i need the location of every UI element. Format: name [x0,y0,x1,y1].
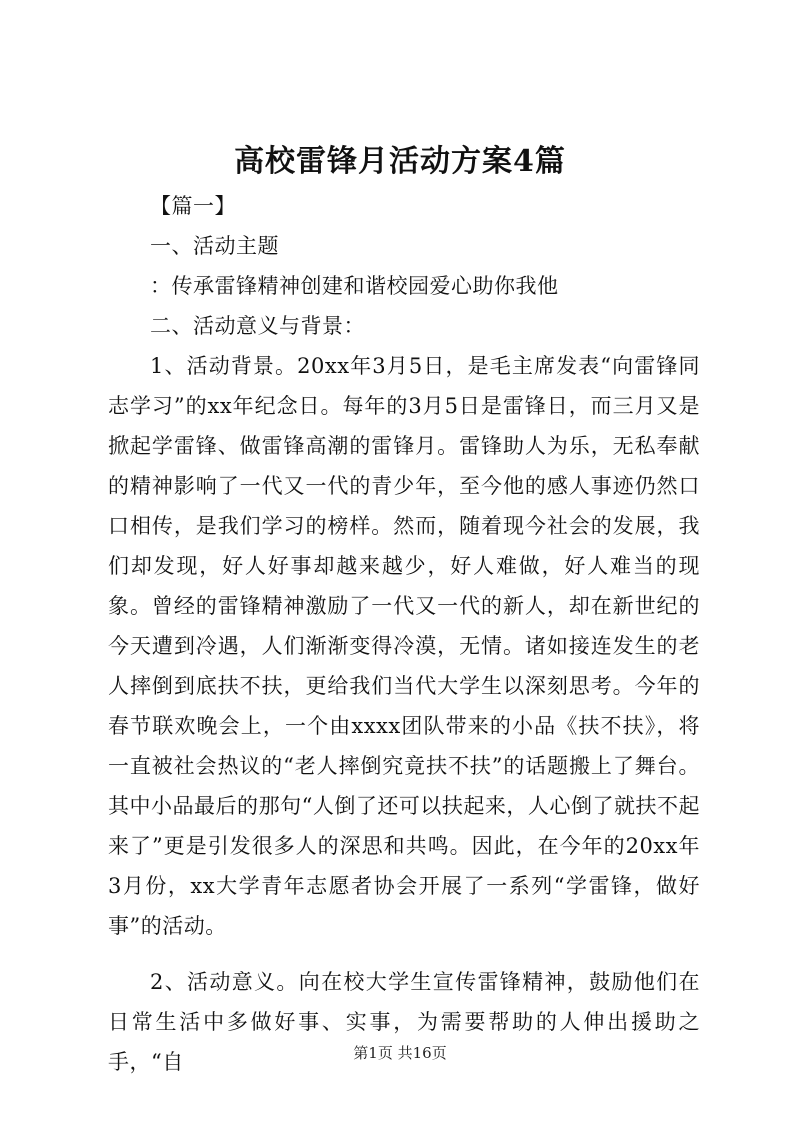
document-body [108,186,700,1082]
heading-activity-theme: 一、活动主题 [150,234,279,258]
section-label: 【篇一】 [150,194,236,218]
paragraph-background: 1、活动背景。20xx年3月5日，是毛主席发表“向雷锋同志学习”的xx年纪念日。每年的3月5日是雷锋日，而三月又是掀起学雷锋、做雷锋高潮的雷锋月。雷锋助人为乐，无私奉献的精神影响了一代又一代的青少年，至今他的感人事迹仍然口口相传，是我们学习的榜样。然而，随着现今社会的发展，我们却发现，好人好事却越来越少，好人难做，好人难当的现象。曾经的雷锋精神激励了一代又一代的新人，却在新世纪的今天遭到冷遇，人们渐渐变得冷漠，无情。诸如接连发生的老人摔倒到底扶不扶，更给我们当代大学生以深刻思考。今年的春节联欢晚会上，一个由xxxx团队带来的小品《扶不扶》，将一直被社会热议的“老人摔倒究竟扶不扶”的话题搬上了舞台。其中小品最后的那句“人倒了还可以扶起来，人心倒了就扶不起来了”更是引发很多人的深思和共鸣。因此，在今年的20xx年3月份，xx大学青年志愿者协会开展了一系列“学雷锋，做好事”的活动。 [108,354,700,938]
page-indicator: 第1页 共16页 [353,1044,447,1062]
document-title: 高校雷锋月活动方案4篇 [234,144,566,179]
theme-text: ：传承雷锋精神创建和谐校园爱心助你我他 [150,274,559,298]
heading-significance-background: 二、活动意义与背景： [150,314,365,338]
paragraph-significance: 2、活动意义。向在校大学生宣传雷锋精神，鼓励他们在日常生活中多做好事、实事，为需要帮助的人伸出援助之手，“自 [108,970,700,1074]
